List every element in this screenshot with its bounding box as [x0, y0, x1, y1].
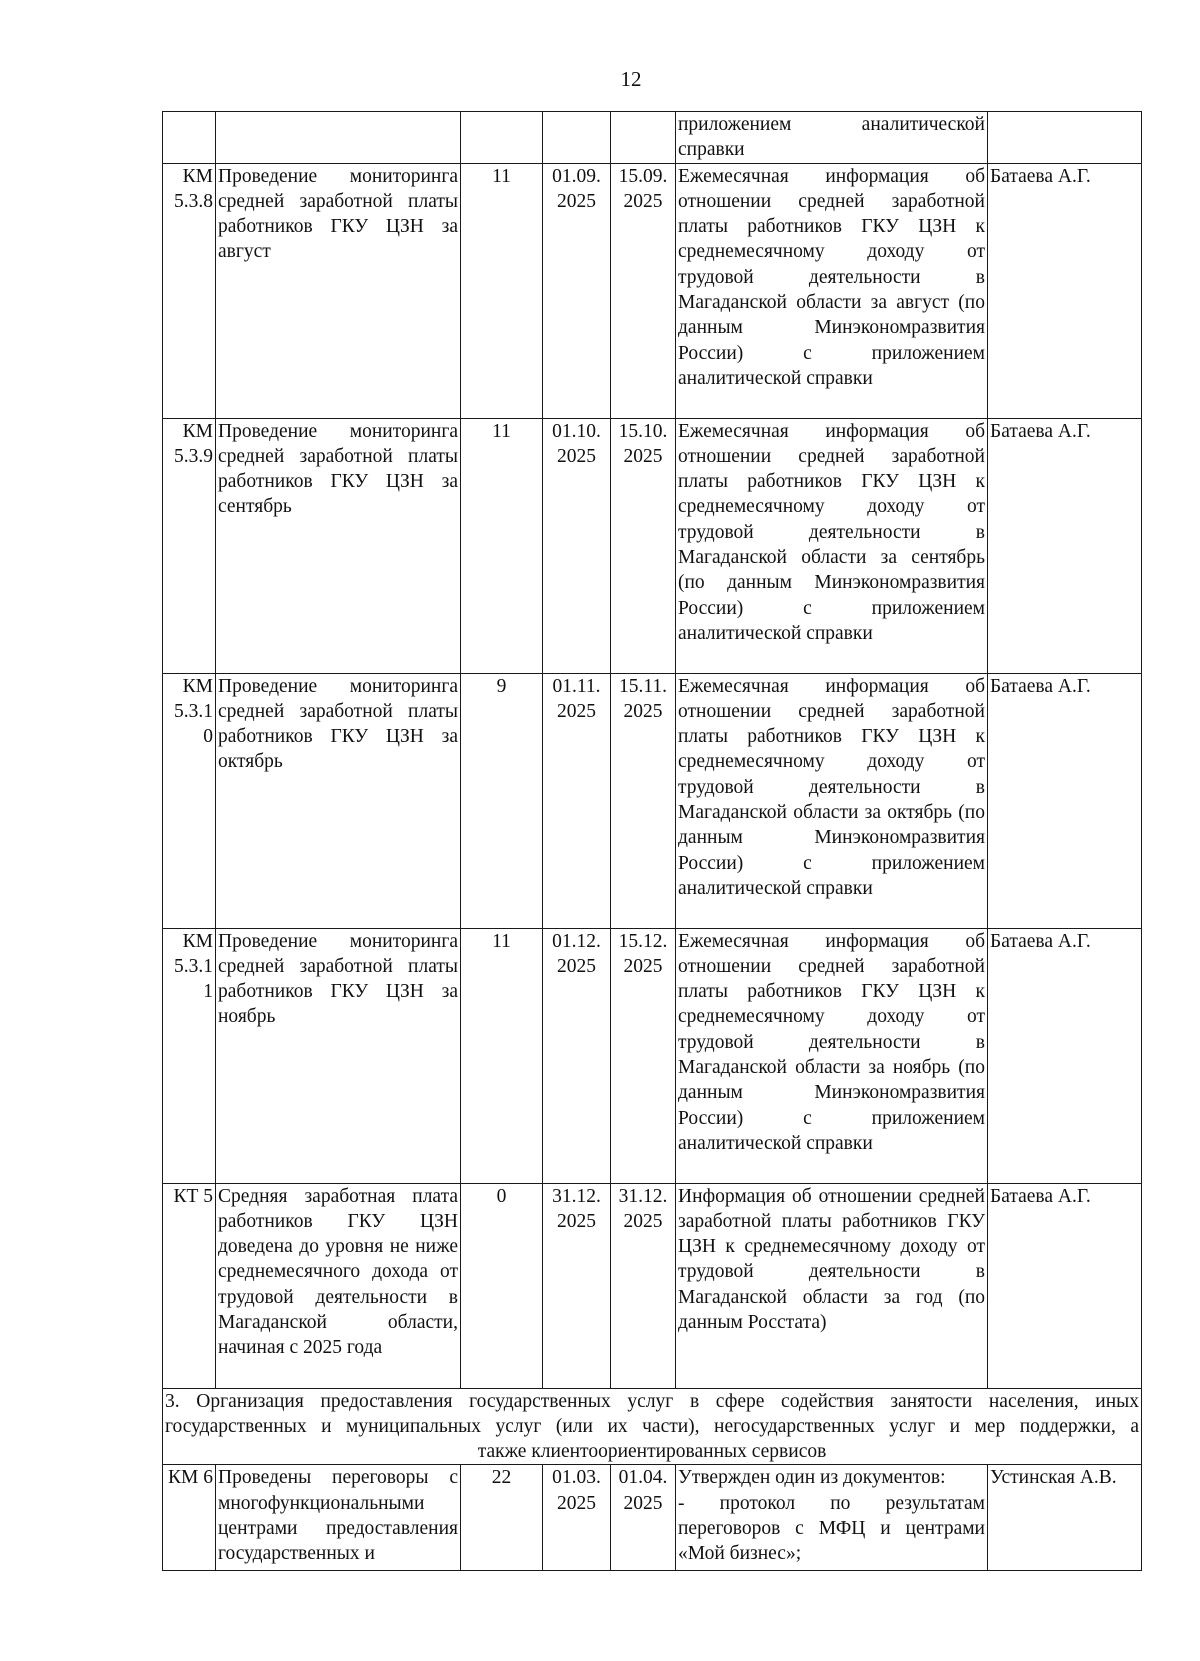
cell-start-date: 01.12. 2025 [543, 928, 611, 1183]
cell-end-date: 15.12. 2025 [611, 928, 676, 1183]
table-row [163, 112, 1142, 164]
cell-name: Проведение мониторинга средней заработной платы работников ГКУ ЦЗН за август [216, 163, 461, 418]
cell-start-date: 01.11. 2025 [543, 673, 611, 928]
cell-responsible: Устинская А.В. [988, 1465, 1142, 1571]
cell-number: 22 [461, 1465, 543, 1571]
result-line: Утвержден один из документов: [678, 1467, 946, 1489]
cell-result: Информация об отношении средней заработной платы работников ГКУ ЦЗН к среднемесячному доходу от трудовой деятельности в Магаданской области за год (по данным Росстата) [676, 1183, 988, 1388]
cell-end-date: 31.12. 2025 [611, 1183, 676, 1388]
cell-responsible [988, 112, 1142, 164]
cell-end-date: 15.10. 2025 [611, 418, 676, 673]
cell-code: КМ 6 [163, 1465, 216, 1571]
table-row [163, 163, 1142, 418]
section-heading-line: также клиентоориентированных сервисов [477, 1441, 827, 1463]
section-heading-line: государственных и муниципальных услуг (или их части), негосударственных услуг и мер поддержки, а [165, 1415, 1139, 1437]
cell-name: Проведение мониторинга средней заработной платы работников ГКУ ЦЗН за сентябрь [216, 418, 461, 673]
cell-name: Средняя заработная плата работников ГКУ ЦЗН доведена до уровня не ниже среднемесячного дохода от трудовой деятельности в Магаданской области, начиная с 2025 года [216, 1183, 461, 1388]
result-line: - протокол по результатам переговоров с МФЦ и центрами «Мой бизнес»; [678, 1492, 985, 1565]
table-row [163, 418, 1142, 673]
cell-responsible: Батаева А.Г. [988, 928, 1142, 1183]
cell-name [216, 112, 461, 164]
cell-result: Ежемесячная информация об отношении средней заработной платы работников ГКУ ЦЗН к среднемесячному доходу от трудовой деятельности в Магаданской области за октябрь (по данным Минэкономразвития России) с приложением аналитической справки [676, 673, 988, 928]
section-heading [163, 1388, 1142, 1465]
cell-number: 11 [461, 163, 543, 418]
cell-responsible: Батаева А.Г. [988, 163, 1142, 418]
cell-result: приложением аналитической справки [676, 112, 988, 164]
cell-code: КМ 5.3.10 [163, 673, 216, 928]
cell-name: Проведение мониторинга средней заработной платы работников ГКУ ЦЗН за октябрь [216, 673, 461, 928]
cell-number: 9 [461, 673, 543, 928]
cell-start-date: 01.10. 2025 [543, 418, 611, 673]
cell-end-date: 15.09. 2025 [611, 163, 676, 418]
table-row [163, 1183, 1142, 1388]
cell-end-date: 15.11. 2025 [611, 673, 676, 928]
cell-name: Проведены переговоры с многофункциональными центрами предоставления государственных и [216, 1465, 461, 1571]
cell-start-date: 01.09. 2025 [543, 163, 611, 418]
cell-responsible: Батаева А.Г. [988, 1183, 1142, 1388]
section-heading-line: 3. Организация предоставления государственных услуг в сфере содействия занятости населения, иных [165, 1390, 1139, 1412]
cell-number [461, 112, 543, 164]
cell-number: 0 [461, 1183, 543, 1388]
cell-code: КТ 5 [163, 1183, 216, 1388]
cell-code: КМ 5.3.9 [163, 418, 216, 673]
cell-result [676, 1465, 988, 1571]
cell-start-date [543, 112, 611, 164]
cell-start-date: 01.03. 2025 [543, 1465, 611, 1571]
table-row [163, 1465, 1142, 1571]
cell-responsible: Батаева А.Г. [988, 418, 1142, 673]
cell-result: Ежемесячная информация об отношении средней заработной платы работников ГКУ ЦЗН к среднемесячному доходу от трудовой деятельности в Магаданской области за сентябрь (по данным Минэкономразвития России) с приложением аналитической справки [676, 418, 988, 673]
cell-end-date [611, 112, 676, 164]
cell-name: Проведение мониторинга средней заработной платы работников ГКУ ЦЗН за ноябрь [216, 928, 461, 1183]
table-row [163, 673, 1142, 928]
cell-end-date: 01.04. 2025 [611, 1465, 676, 1571]
cell-number: 11 [461, 928, 543, 1183]
cell-code [163, 112, 216, 164]
cell-result: Ежемесячная информация об отношении средней заработной платы работников ГКУ ЦЗН к среднемесячному доходу от трудовой деятельности в Магаданской области за август (по данным Минэкономразвития России) с приложением аналитической справки [676, 163, 988, 418]
table-row [163, 928, 1142, 1183]
cell-code: КМ 5.3.8 [163, 163, 216, 418]
cell-result: Ежемесячная информация об отношении средней заработной платы работников ГКУ ЦЗН к среднемесячному доходу от трудовой деятельности в Магаданской области за ноябрь (по данным Минэкономразвития России) с приложением аналитической справки [676, 928, 988, 1183]
cell-number: 11 [461, 418, 543, 673]
plan-table [162, 111, 1142, 1571]
page-number: 12 [620, 67, 642, 91]
section-heading-row [163, 1388, 1142, 1465]
cell-responsible: Батаева А.Г. [988, 673, 1142, 928]
cell-code: КМ 5.3.11 [163, 928, 216, 1183]
cell-start-date: 31.12. 2025 [543, 1183, 611, 1388]
